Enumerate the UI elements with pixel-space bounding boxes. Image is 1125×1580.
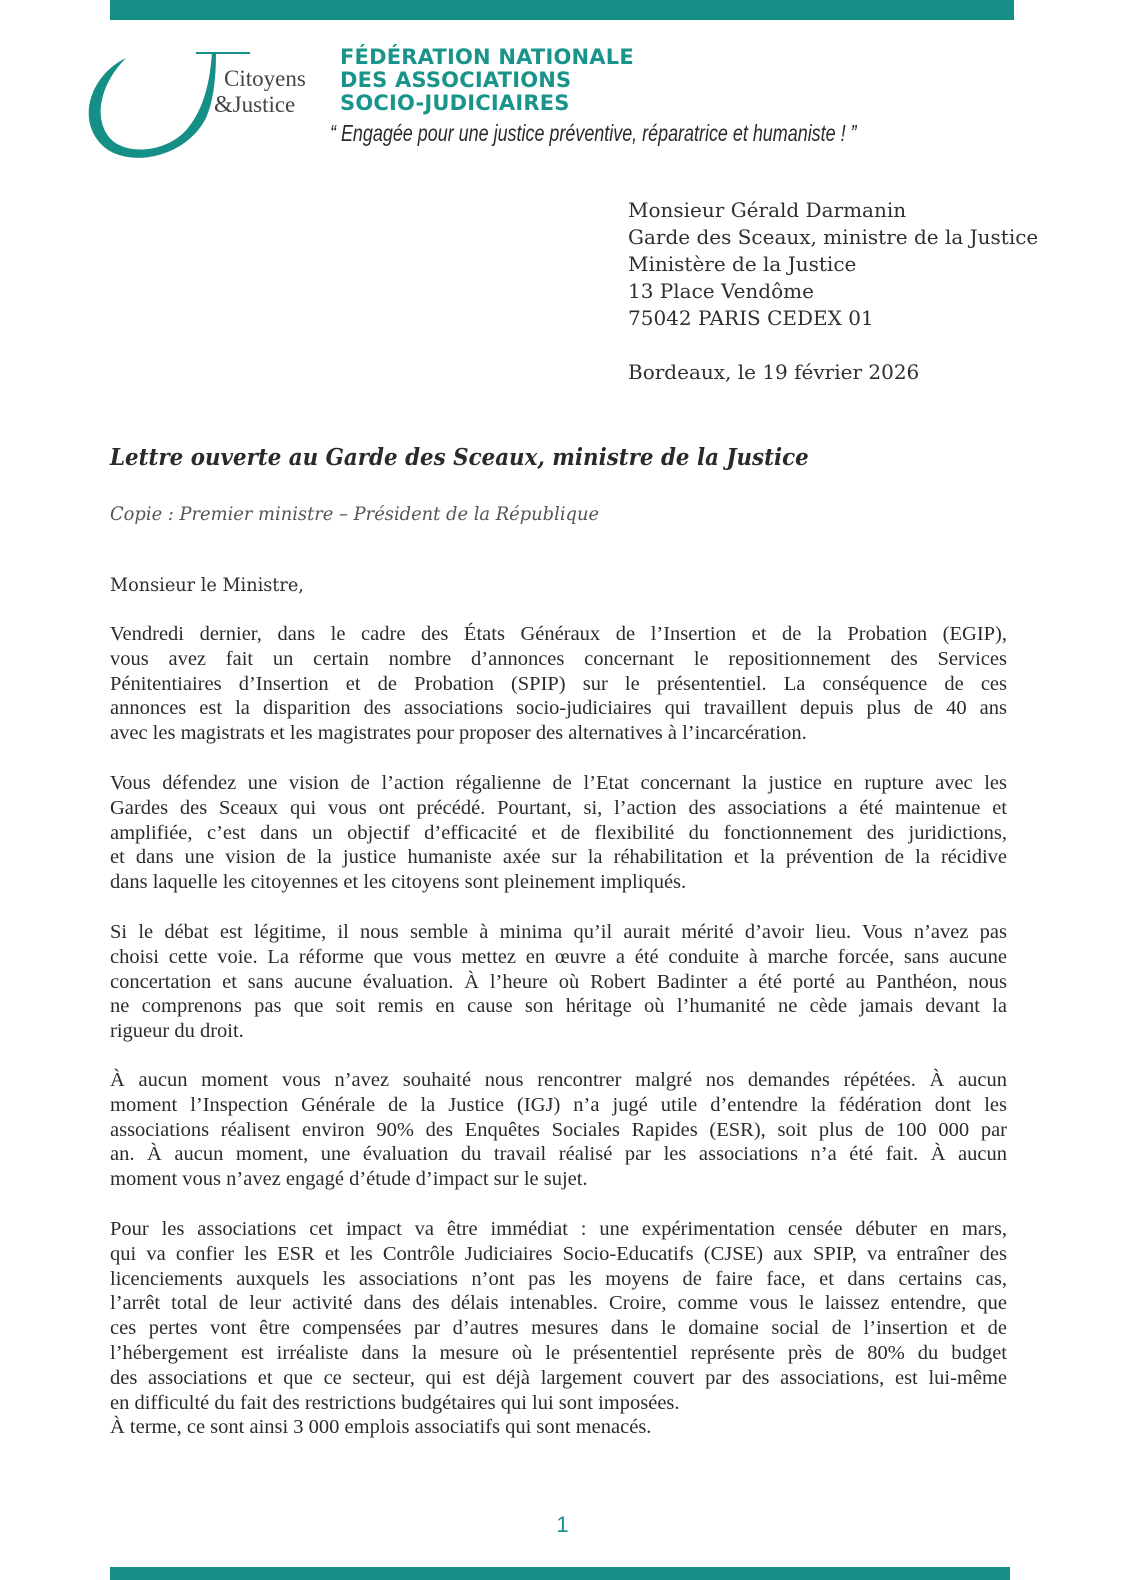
org-name-line-2: DES ASSOCIATIONS xyxy=(340,68,572,92)
paragraph-line: À aucun moment vous n’avez souhaité nous rencontrer malgré nos demandes répétées. À aucun xyxy=(110,1069,1007,1091)
paragraph-line: en difficulté du fait des restrictions budgétaires qui lui sont imposées. xyxy=(110,1391,680,1414)
paragraph-4 xyxy=(110,1068,1007,1192)
paragraph-line: choisi cette voie. La réforme que vous mettez en œuvre a été conduite à marche forcée, sans aucune xyxy=(110,945,1007,968)
paragraph-line: À terme, ce sont ainsi 3 000 emplois associatifs qui sont menacés. xyxy=(110,1416,652,1439)
paragraph-line: des associations et que ce secteur, qui est déjà largement couvert par des associations, est lui-même xyxy=(110,1366,1007,1389)
paragraph-line: vous avez fait un certain nombre d’annonces concernant le repositionnement des Services xyxy=(110,647,1007,670)
logo-text-citoyens: Citoyens xyxy=(224,66,306,91)
paragraph-line: moment l’Inspection Générale de la Justice (IGJ) n’a jugé utile d’entendre la fédération dont les xyxy=(110,1093,1007,1116)
logo-justice-word: Justice xyxy=(232,92,296,117)
letter-copy-recipients: Copie : Premier ministre – Président de la République xyxy=(110,503,600,525)
letter-salutation: Monsieur le Ministre, xyxy=(110,574,304,596)
paragraph-line: an. À aucun moment, une évaluation du travail réalisé par les associations n’a été fait. À aucun xyxy=(110,1143,1007,1166)
recipient-street: 13 Place Vendôme xyxy=(628,279,814,303)
paragraph-line: Pour les associations cet impact va être immédiat : une expérimentation censée débuter en mars, xyxy=(110,1218,1007,1240)
paragraph-line: ces pertes vont être compensées par d’autres mesures dans le domaine social de l’insertion et de xyxy=(110,1317,1007,1340)
paragraph-line: l’arrêt total de leur activité dans des délais intenables. Croire, comme vous le laissez entendre, que xyxy=(110,1292,1007,1315)
paragraph-5 xyxy=(110,1217,1007,1440)
header-accent-bar xyxy=(110,0,1014,20)
paragraph-1 xyxy=(110,622,1007,746)
logo-text-justice xyxy=(214,93,295,117)
recipient-ministry: Ministère de la Justice xyxy=(628,252,857,276)
letter-title: Lettre ouverte au Garde des Sceaux, ministre de la Justice xyxy=(110,444,809,471)
paragraph-line: Pénitentiaires d’Insertion et de Probation (SPIP) sur le présententiel. La conséquence de ces xyxy=(110,672,1007,695)
org-name-line-3: SOCIO-JUDICIAIRES xyxy=(340,91,570,115)
paragraph-line: et dans une vision de la justice humaniste axée sur la réhabilitation et la prévention de la récidive xyxy=(110,846,1007,869)
recipient-city: 75042 PARIS CEDEX 01 xyxy=(628,306,874,330)
paragraph-line: moment vous n’avez engagé d’étude d’impact sur le sujet. xyxy=(110,1168,588,1191)
page-number: 1 xyxy=(556,1512,569,1537)
paragraph-line: annonces est la disparition des associations socio-judiciaires qui travaillent depuis plus de 40 ans xyxy=(110,697,1007,720)
paragraph-line: concertation et sans aucune évaluation. À l’heure où Robert Badinter a été porté au Panthéon, nous xyxy=(110,970,1007,993)
paragraph-line: qui va confier les ESR et les Contrôle Judiciaires Socio-Educatifs (CJSE) aux SPIP, va entraîner des xyxy=(110,1242,1007,1265)
org-name-line-1: FÉDÉRATION NATIONALE xyxy=(340,45,634,69)
paragraph-line: Si le débat est légitime, il nous semble à minima qu’il aurait mérité d’avoir lieu. Vous n’avez pas xyxy=(110,921,1007,943)
paragraph-2 xyxy=(110,771,1007,895)
organization-name xyxy=(340,46,634,115)
recipient-name: Monsieur Gérald Darmanin xyxy=(628,198,907,222)
footer-accent-bar xyxy=(110,1567,1010,1580)
paragraph-line: avec les magistrats et les magistrates pour proposer des alternatives à l’incarcération. xyxy=(110,722,807,745)
recipient-title: Garde des Sceaux, ministre de la Justice xyxy=(628,225,1039,249)
paragraph-line: l’hébergement est irréaliste dans la mesure où le présententiel représente près de 80% du budget xyxy=(110,1341,1007,1364)
place-and-date: Bordeaux, le 19 février 2026 xyxy=(628,360,920,384)
paragraph-line: Gardes des Sceaux qui vous ont précédé. Pourtant, si, l’action des associations a été maintenue et xyxy=(110,796,1007,819)
paragraph-line: associations réalisent environ 90% des Enquêtes Sociales Rapides (ESR), soit plus de 100 000 par xyxy=(110,1118,1007,1141)
organization-tagline: “ Engagée pour une justice préventive, réparatrice et humaniste ! ” xyxy=(330,120,857,146)
paragraph-line: rigueur du droit. xyxy=(110,1020,244,1043)
paragraph-3 xyxy=(110,920,1007,1044)
logo-ampersand: & xyxy=(214,92,233,118)
paragraph-line: Vous défendez une vision de l’action régalienne de l’Etat concernant la justice en rupture avec les xyxy=(110,772,1007,794)
paragraph-line: amplifiée, c’est dans un objectif d’efficacité et de flexibilité du fonctionnement des juridictions, xyxy=(110,821,1007,844)
paragraph-line: dans laquelle les citoyennes et les citoyens sont pleinement impliqués. xyxy=(110,871,687,894)
recipient-address xyxy=(628,197,1038,332)
paragraph-line: licenciements auxquels les associations n’ont pas les moyens de faire face, et dans certains cas, xyxy=(110,1267,1007,1290)
paragraph-line: Vendredi dernier, dans le cadre des États Généraux de l’Insertion et de la Probation (EGIP), xyxy=(110,623,1007,645)
paragraph-line: ne comprenons pas que soit remis en cause son héritage où l’humanité ne cède jamais devant la xyxy=(110,995,1007,1018)
